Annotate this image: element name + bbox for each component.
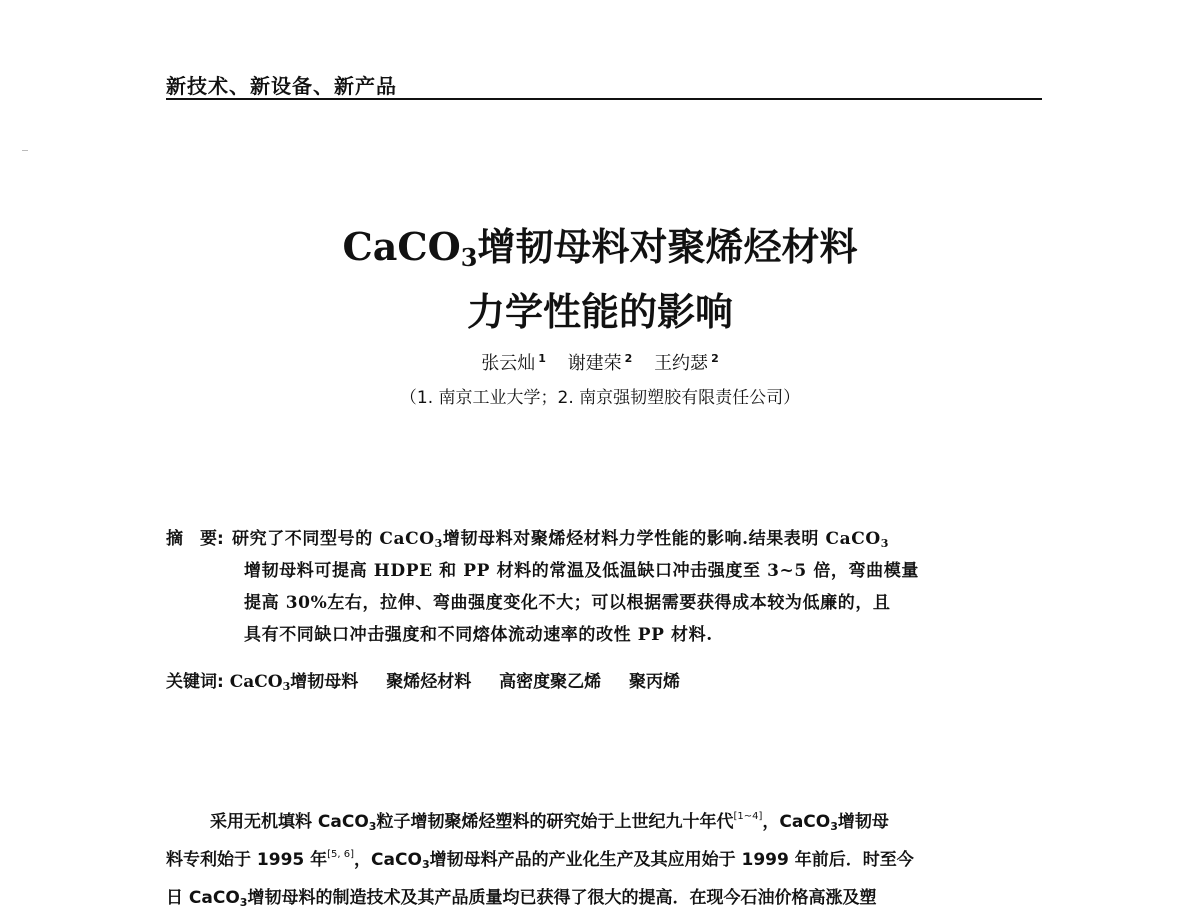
title-line-1-text: 增韧母料对聚烯烃材料	[477, 225, 858, 269]
running-header	[166, 70, 1042, 98]
abstract-label: 摘 要:	[166, 529, 224, 549]
keyword: 聚烯烃材料	[386, 672, 472, 692]
citation: [5, 6]	[327, 849, 355, 860]
body-line-1: 采用无机填料 CaCO$_3$粒子增韧聚烯烃塑料的研究始于上世纪九十年代[1~4]，CaCO$_3$增韧母	[210, 811, 889, 833]
abstract-line-4: 具有不同缺口冲击强度和不同熔体流动速率的改性 PP 材料.	[244, 625, 713, 645]
author: 张云灿 $^1$	[481, 352, 546, 374]
author-list	[200, 349, 1000, 375]
keywords-label: 关键词:	[166, 672, 224, 692]
affiliations: （1. 南京工业大学；2. 南京强韧塑胶有限责任公司）	[399, 388, 801, 408]
paper-title-line-2: 力学性能的影响	[466, 290, 733, 334]
body-line-2: 料专利始于 1995 年[5, 6]，CaCO$_3$增韧母料产品的产业化生产及其应用始于 1999 年前后．时至今	[166, 849, 914, 871]
scan-edge-mark	[22, 150, 28, 151]
keywords	[166, 667, 702, 692]
header-rule	[166, 98, 1042, 100]
section-title: 新技术、新设备、新产品	[166, 74, 397, 98]
keyword: 高密度聚乙烯	[499, 672, 602, 692]
author: 谢建荣 $^2$	[567, 352, 633, 374]
title-formula: CaCO$_3$	[342, 224, 478, 272]
paper-title-line-1	[200, 224, 1000, 270]
body-line-3: 日 CaCO$_3$增韧母料的制造技术及其产品质量均已获得了很大的提高．在现今石油价格高涨及塑	[166, 888, 877, 909]
abstract-line-3: 提高 30%左右，拉伸、弯曲强度变化不大；可以根据需要获得成本较为低廉的，且	[244, 593, 891, 613]
abstract-line-1: 研究了不同型号的 CaCO$_3$增韧母料对聚烯烃材料力学性能的影响.结果表明 CaCO$_3$	[232, 529, 890, 550]
author: 王约瑟 $^2$	[654, 352, 719, 374]
citation: [1~4]	[733, 811, 763, 822]
keyword: CaCO$_3$增韧母料	[229, 672, 359, 693]
abstract-line-2: 增韧母料可提高 HDPE 和 PP 材料的常温及低温缺口冲击强度至 3~5 倍，弯曲模量	[244, 561, 919, 581]
keyword: 聚丙烯	[629, 672, 681, 692]
